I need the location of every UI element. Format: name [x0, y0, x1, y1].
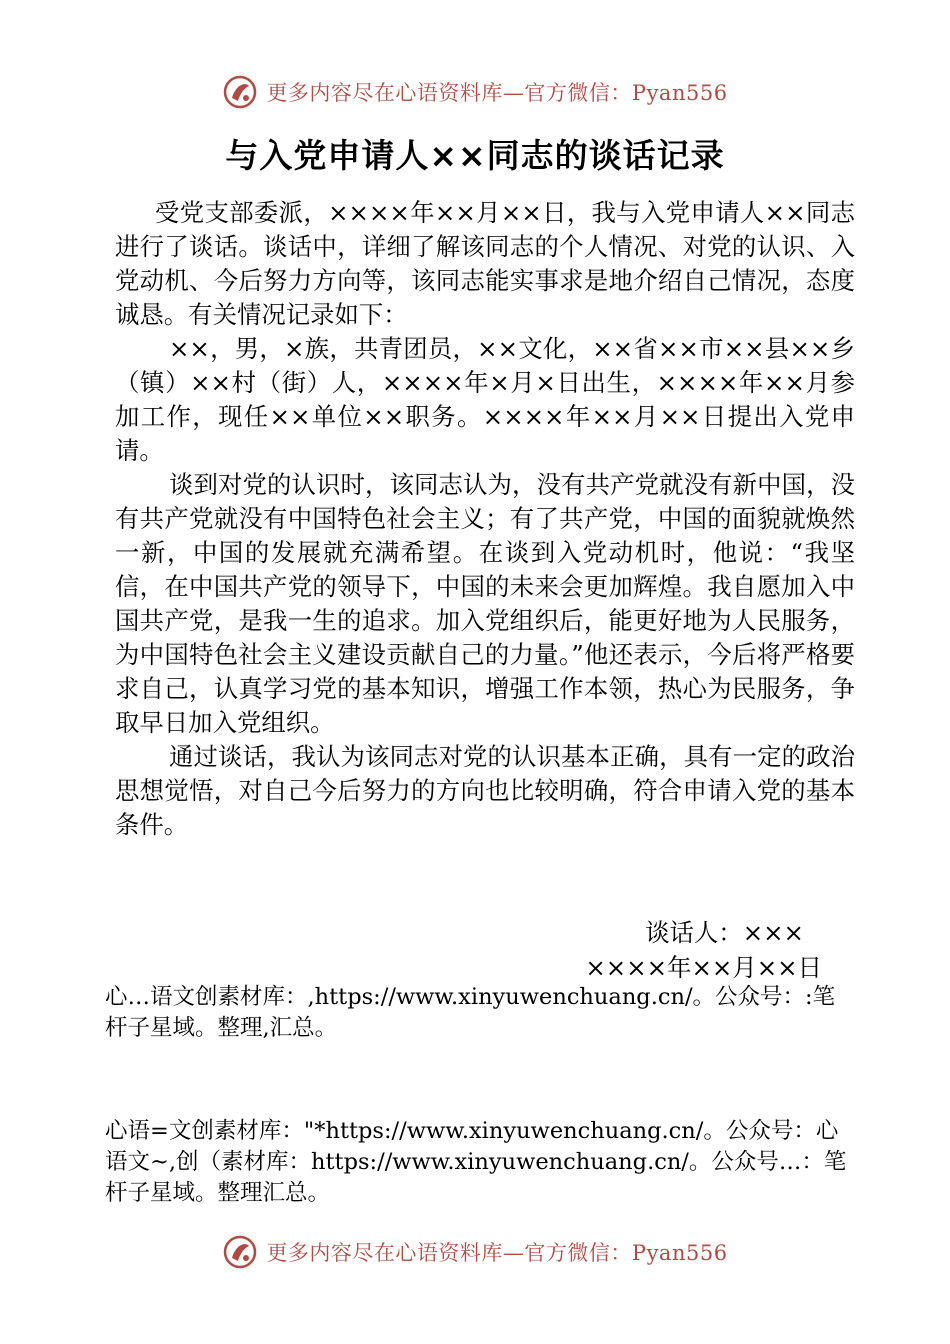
footer-watermark-banner	[0, 1232, 950, 1272]
seal-logo-icon	[222, 74, 258, 110]
document-title: 与入党申请人××同志的谈话记录	[225, 136, 725, 175]
footer-note: 心语=文创素材库："*https://www.xinyuwenchuang.cn/。公众号：心语文~,创（素材库：https://www.xinyuwenchuang.cn/。公众号…：笔杆子星域。整理汇总。	[105, 1118, 847, 1206]
header-watermark-banner	[0, 72, 950, 112]
signature-date: ××××年××月××日	[585, 953, 822, 982]
signature-line: 谈话人：×××	[645, 918, 804, 947]
paragraph-personal-info: ××，男，×族，共青团员，××文化，××省××市××县××乡（镇）××村（街）人，××××年×月×日出生，××××年××月参加工作，现任××单位××职务。××××年××月××日提出入党申请。	[115, 334, 855, 465]
document-body	[115, 196, 855, 842]
paragraph-conclusion: 通过谈话，我认为该同志对党的认识基本正确，具有一定的政治思想觉悟，对自己今后努力的方向也比较明确，符合申请入党的基本条件。	[115, 742, 855, 839]
footer-note: 心…语文创素材库：,https://www.xinyuwenchuang.cn/。公众号：:笔杆子星域。整理,汇总。	[105, 984, 836, 1041]
header-watermark-text: 更多内容尽在心语资料库—官方微信：Pyan556	[266, 81, 728, 105]
seal-logo-icon	[222, 1234, 258, 1270]
paragraph-understanding: 谈到对党的认识时，该同志认为，没有共产党就没有新中国，没有共产党就没有中国特色社会主义；有了共产党，中国的面貌就焕然一新，中国的发展就充满希望。在谈到入党动机时，他说：“我坚信，在中国共产党的领导下，中国的未来会更加辉煌。我自愿加入中国共产党，是我一生的追求。加入党组织后，能更好地为人民服务，为中国特色社会主义建设贡献自己的力量。”他还表示，今后将严格要求自己，认真学习党的基本知识，增强工作本领，热心为民服务，争取早日加入党组织。	[115, 470, 855, 737]
footer-watermark-text: 更多内容尽在心语资料库—官方微信：Pyan556	[266, 1241, 728, 1265]
paragraph-intro: 受党支部委派，××××年××月××日，我与入党申请人××同志进行了谈话。谈话中，详细了解该同志的个人情况、对党的认识、入党动机、今后努力方向等，该同志能实事求是地介绍自己情况，态度诚恳。有关情况记录如下：	[115, 198, 855, 329]
